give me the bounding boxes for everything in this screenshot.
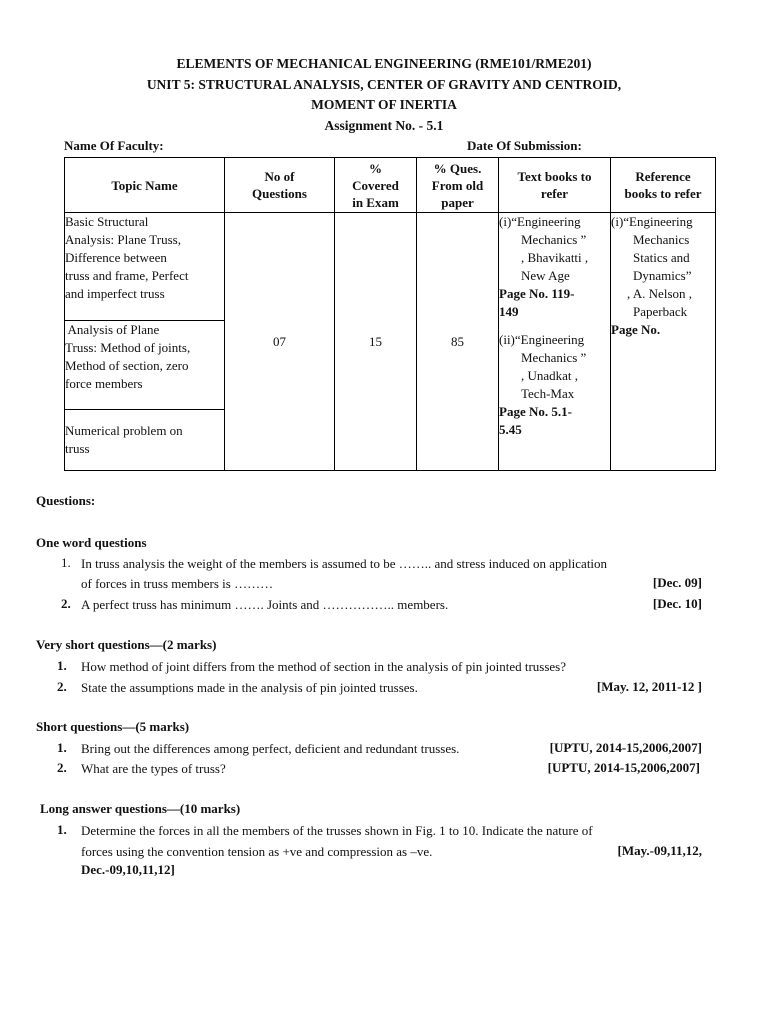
unit-title: UNIT 5: STRUCTURAL ANALYSIS, CENTER OF GRAVITY AND CENTROID, <box>146 77 622 92</box>
topic-cell: Analysis of Plane Truss: Method of joints, Method of section, zero force members <box>65 321 225 410</box>
table-row <box>65 213 716 321</box>
reference-books-cell: (i)“Engineering Mechanics Statics and Dynamics” , A. Nelson , Paperback Page No. <box>611 213 716 471</box>
one-word-question-2: A perfect truss has minimum ……. Joints and …………….. members. <box>81 597 449 612</box>
very-short-question-1: How method of joint differs from the method of section in the analysis of pin jointed trusses? <box>81 659 567 674</box>
questions-heading: Questions: <box>36 493 96 508</box>
no-of-questions-value: 07 <box>225 213 335 471</box>
reference-tag: [Dec. 09] <box>652 575 702 590</box>
question-number: 1. <box>57 822 67 837</box>
covered-in-exam-value: 15 <box>335 213 417 471</box>
header-covered-in-exam: % Covered in Exam <box>335 158 417 213</box>
one-word-question-1: In truss analysis the weight of the members is assumed to be …….. and stress induced on application <box>81 556 608 571</box>
question-number: 2. <box>57 679 67 694</box>
very-short-heading: Very short questions—(2 marks) <box>36 637 217 652</box>
reference-tag: [May.-09,11,12, <box>617 843 702 858</box>
topic-cell: Basic Structural Analysis: Plane Truss, Difference between truss and frame, Perfect and imperfect truss <box>65 213 225 321</box>
date-of-submission-label: Date Of Submission: <box>467 138 582 153</box>
short-question-1: Bring out the differences among perfect, deficient and redundant trusses. <box>81 741 460 756</box>
short-question-2: What are the types of truss? <box>81 761 226 776</box>
table-header-row <box>65 158 716 213</box>
topic-cell: Numerical problem on truss <box>65 410 225 471</box>
header-from-old-paper: % Ques. From old paper <box>417 158 499 213</box>
unit-subtitle: MOMENT OF INERTIA <box>311 97 457 112</box>
one-word-heading: One word questions <box>36 535 147 550</box>
text-books-cell: (i)“Engineering Mechanics ” , Bhavikatti , New Age Page No. 119- 149 (ii)“Engineering Mechanics ” , Unadkat , Tech-Max Page No. 5.1- 5.45 <box>499 213 611 471</box>
reference-tag: [Dec. 10] <box>652 596 702 611</box>
long-question-1-cont: forces using the convention tension as +ve and compression as –ve. <box>81 844 433 859</box>
header-text-books: Text books to refer <box>499 158 611 213</box>
reference-tag: [May. 12, 2011-12 ] <box>596 679 702 694</box>
header-reference-books: Reference books to refer <box>611 158 716 213</box>
reference-tag: [UPTU, 2014-15,2006,2007] <box>547 760 700 775</box>
long-question-1: Determine the forces in all the members of the trusses shown in Fig. 1 to 10. Indicate the nature of <box>81 823 593 838</box>
short-heading: Short questions—(5 marks) <box>36 719 190 734</box>
faculty-label: Name Of Faculty: <box>64 138 164 153</box>
question-number: 2. <box>61 596 71 611</box>
one-word-question-1-cont: of forces in truss members is ……… <box>81 576 274 591</box>
header-topic-name: Topic Name <box>65 158 225 213</box>
assignment-number: Assignment No. - 5.1 <box>324 118 444 133</box>
reference-tag-cont: Dec.-09,10,11,12] <box>81 862 175 877</box>
document-title: ELEMENTS OF MECHANICAL ENGINEERING (RME101/RME201) <box>176 56 592 71</box>
reference-tag: [UPTU, 2014-15,2006,2007] <box>549 740 702 755</box>
topic-table <box>64 157 716 471</box>
question-number: 1. <box>57 740 67 755</box>
very-short-question-2: State the assumptions made in the analysis of pin jointed trusses. <box>81 680 418 695</box>
long-answer-heading: Long answer questions—(10 marks) <box>40 801 241 816</box>
question-number: 1. <box>57 658 67 673</box>
header-no-of-questions: No of Questions <box>225 158 335 213</box>
question-number: 2. <box>57 760 67 775</box>
question-number: 1. <box>61 555 71 570</box>
old-paper-value: 85 <box>417 213 499 471</box>
